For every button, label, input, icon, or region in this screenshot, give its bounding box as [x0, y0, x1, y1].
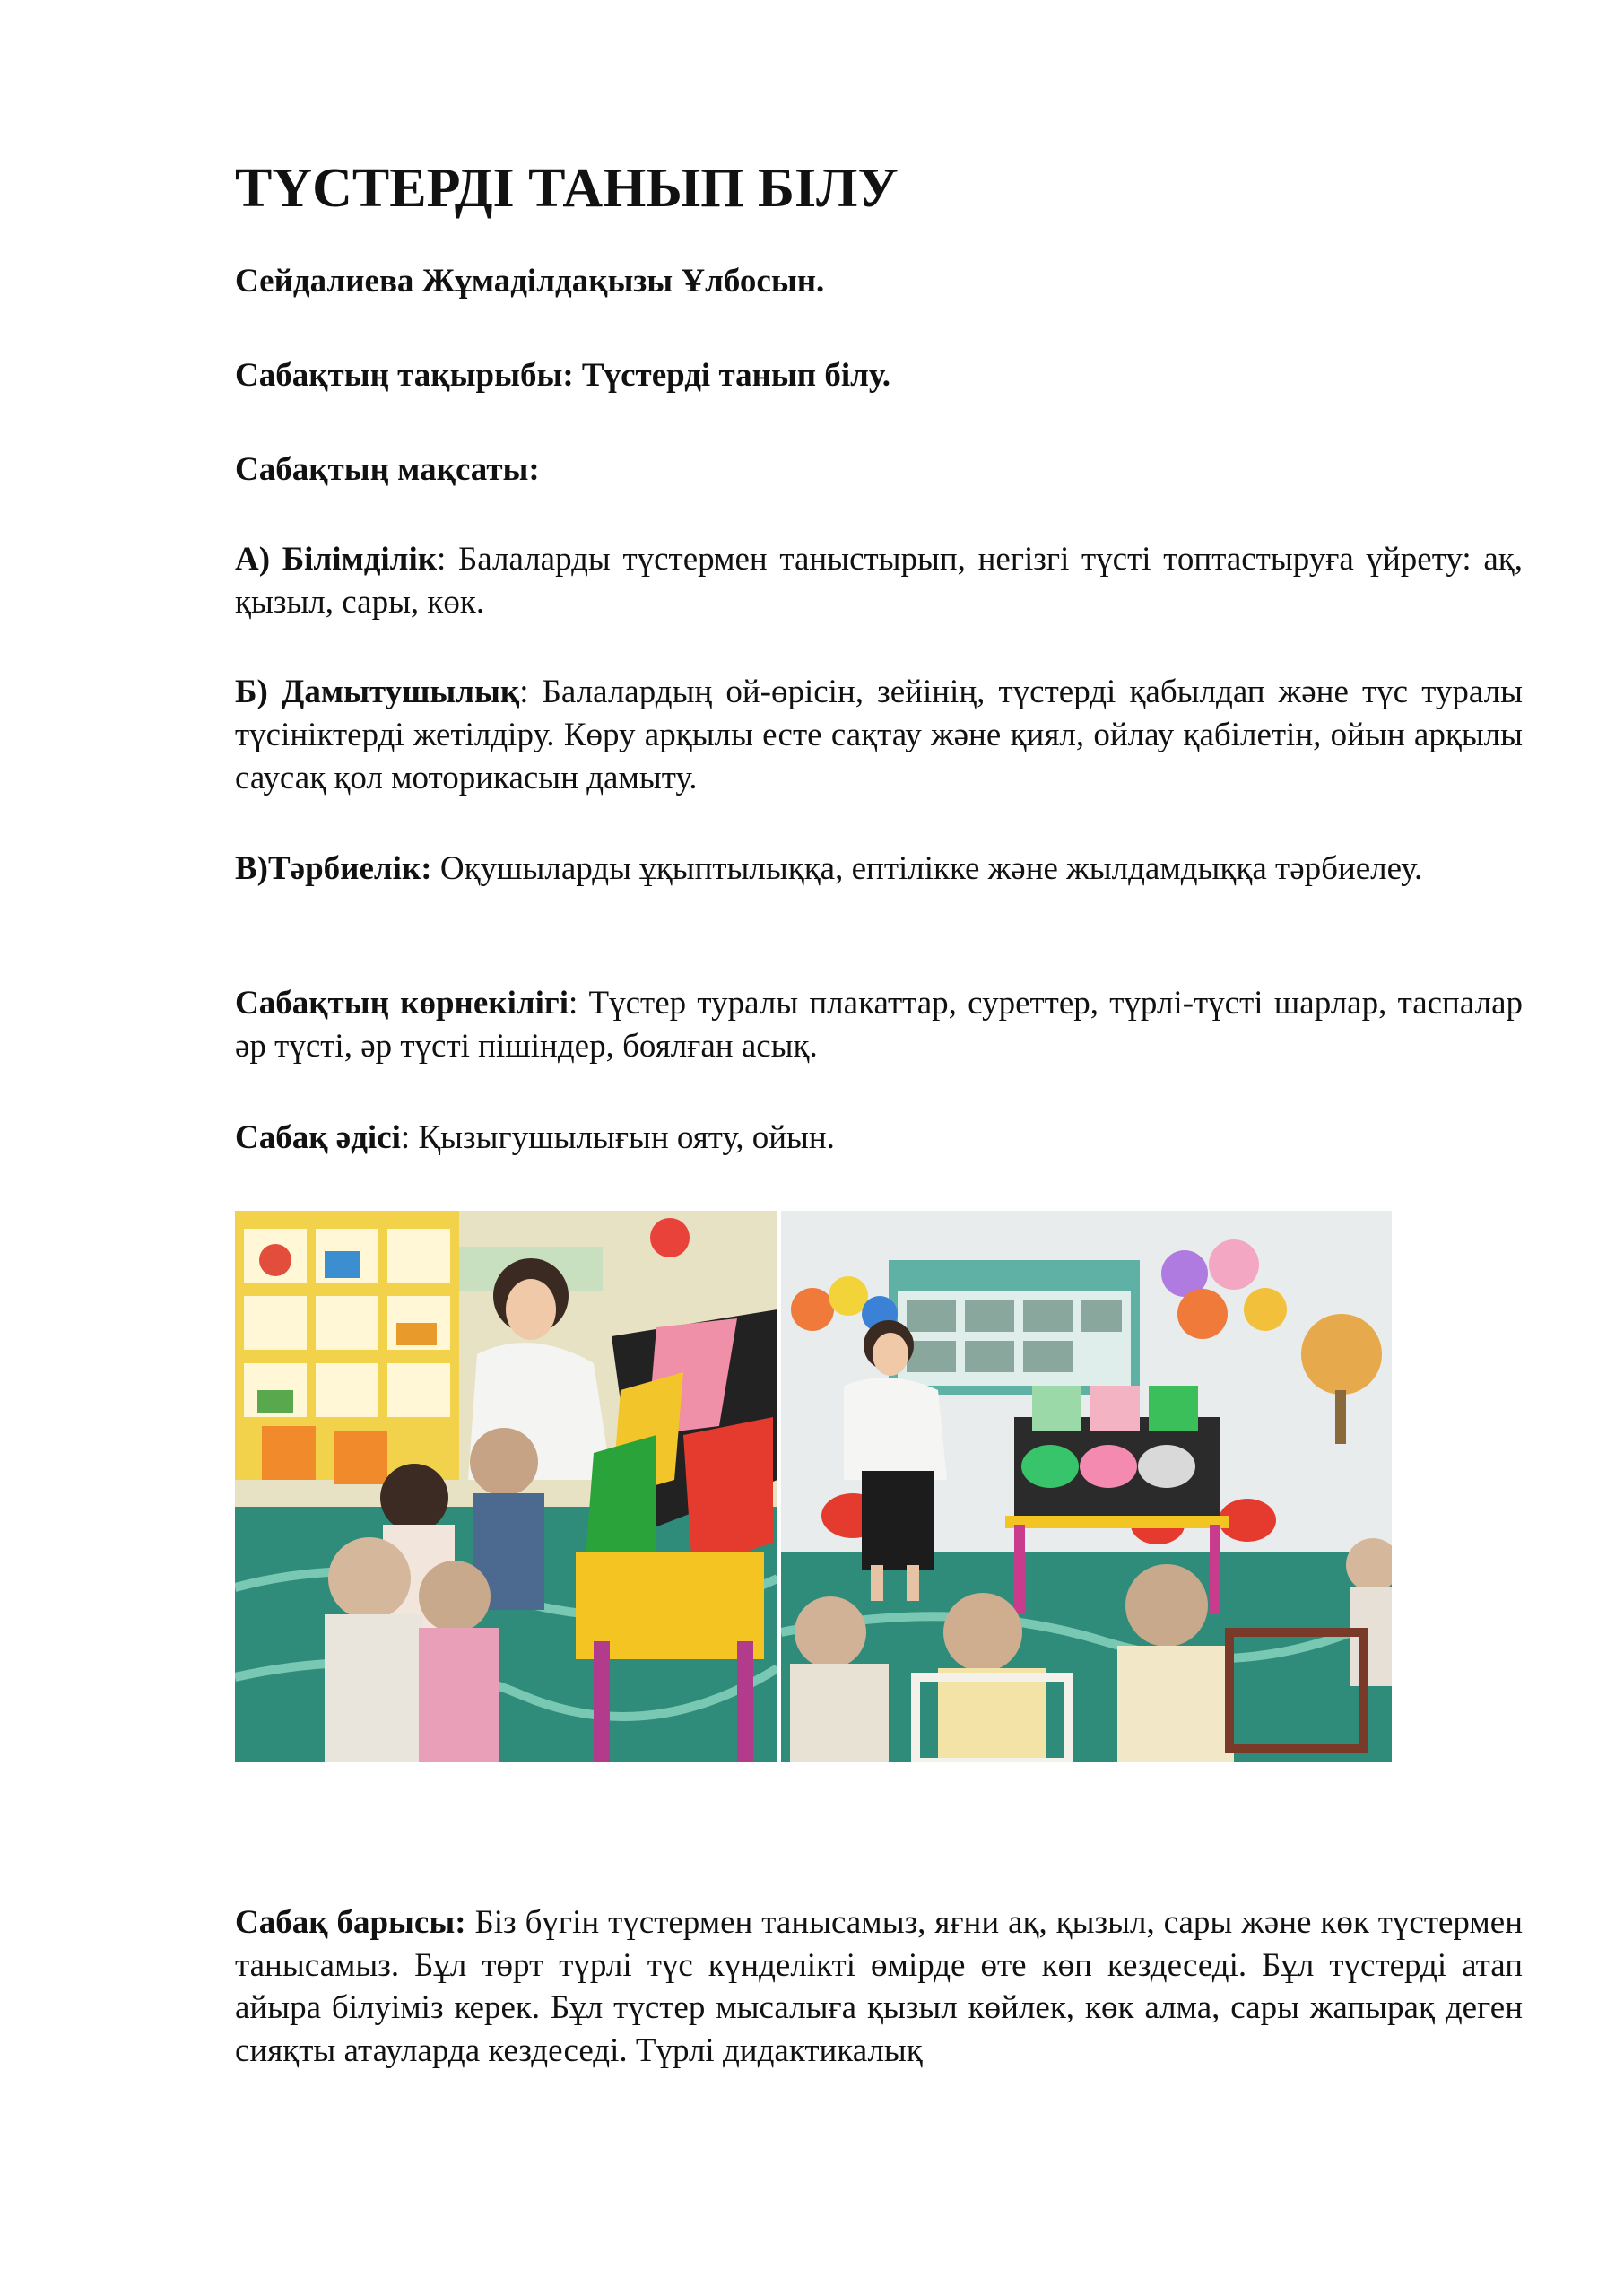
photo-icon — [235, 1211, 777, 1762]
classroom-photo-left — [235, 1211, 777, 1762]
lesson-goal-heading: Сабақтың мақсаты: — [235, 451, 540, 488]
goal-developmental-text: : Балалардың ой-өрісін, зейінің, түстерді қабылдап және түс туралы түсініктерді жетілдіру. Көру арқылы есте сақтау және қиял, ойлау қабілетін, ойын арқылы саусақ қол моторикасын дамыту. — [235, 674, 1523, 796]
author-line: Сейдалиева Жұмаділдақызы Ұлбосын. — [235, 263, 825, 300]
visual-aids-label: Сабақтың көрнекілігі — [235, 985, 569, 1022]
visual-aids — [235, 982, 1523, 1068]
lesson-method-text: : Қызыгушылығын ояту, ойын. — [400, 1119, 835, 1156]
lesson-progress-text: Біз бүгін түстермен танысамыз, яғни ақ, қызыл, сары және көк түстермен танысамыз. Бұл төрт түрлі түс күнделікті өмірде өте көп кездеседі. Бұл түстерді атап айыра білуіміз керек. Бұл түстер мысалыға қызыл көйлек, көк алма, сары жапырақ деген сияқты атауларда кездеседі. Түрлі дидактикалық — [235, 1904, 1524, 2069]
goal-upbringing-text: Оқушыларды ұқыптылыққа, ептілікке және жылдамдыққа тәрбиелеу. — [431, 850, 1423, 887]
goal-developmental-label: Б) Дамытушылық — [235, 674, 520, 710]
goal-developmental — [235, 671, 1523, 800]
goal-educational-label: А) Білімділік — [235, 541, 438, 578]
photo-icon — [781, 1211, 1392, 1762]
lesson-method-label: Сабақ әдісі — [235, 1119, 401, 1156]
lesson-progress-label: Сабақ барысы: — [235, 1904, 466, 1941]
goal-upbringing-label: В)Тәрбиелік: — [235, 850, 432, 887]
goal-upbringing — [235, 848, 1523, 891]
lesson-topic: Сабақтың тақырыбы: Түстерді танып білу. — [235, 357, 890, 394]
lesson-method — [235, 1117, 1523, 1160]
lesson-progress — [235, 1901, 1523, 2072]
goal-educational-text: : Балаларды түстермен таныстырып, негізгі түсті топтастыруға үйрету: ақ, қызыл, сары, көк. — [235, 541, 1523, 621]
goal-educational — [235, 538, 1523, 624]
document-title: ТҮСТЕРДІ ТАНЫП БІЛУ — [235, 158, 899, 219]
classroom-photo-right — [781, 1211, 1392, 1762]
visual-aids-text: : Түстер туралы плакаттар, суреттер, түрлі-түсті шарлар, таспалар әр түсті, әр түсті пішіндер, боялған асық. — [235, 985, 1523, 1065]
